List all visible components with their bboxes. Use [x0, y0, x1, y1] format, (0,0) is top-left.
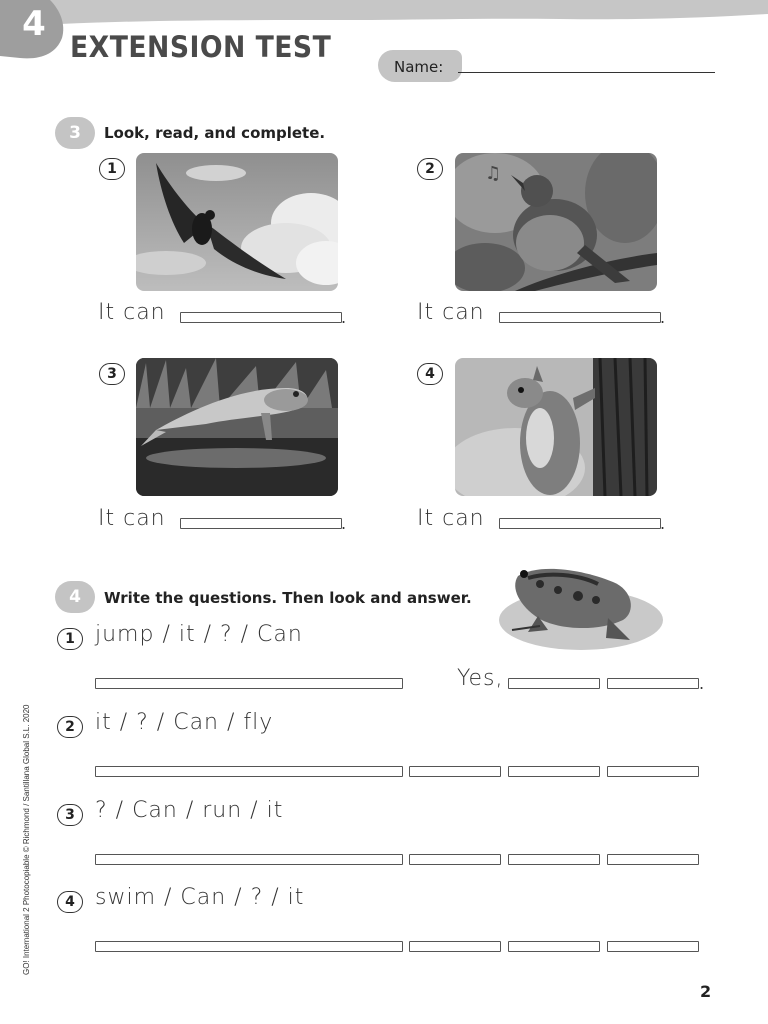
svg-text:♫: ♫	[485, 163, 502, 184]
item-number: 3	[99, 363, 125, 385]
word-scramble: swim / Can / ? / it	[95, 885, 305, 910]
full-stop: .	[660, 308, 666, 327]
sentence-prompt: It can	[417, 506, 485, 531]
full-stop: .	[660, 514, 666, 533]
answer-box[interactable]	[180, 312, 342, 323]
item-number: 3	[57, 804, 83, 826]
answer-box[interactable]	[508, 941, 600, 952]
full-stop: .	[341, 514, 347, 533]
name-field[interactable]	[458, 72, 715, 73]
copyright-credit: GO! International 2 Photocopiable © Richmond / Santillana Global S.L. 2020	[22, 704, 31, 975]
sentence-prompt: It can	[417, 300, 485, 325]
question-answer-box[interactable]	[95, 854, 403, 865]
frog-photo	[136, 358, 338, 496]
answer-box[interactable]	[409, 766, 501, 777]
answer-box[interactable]	[607, 854, 699, 865]
answer-box[interactable]	[607, 766, 699, 777]
section-3-instruction: Look, read, and complete.	[104, 124, 326, 142]
sentence-prompt: It can	[98, 506, 166, 531]
item-number: 4	[57, 891, 83, 913]
squirrel-photo	[455, 358, 657, 496]
header-band	[0, 0, 768, 30]
answer-box[interactable]	[409, 941, 501, 952]
item-number: 2	[57, 716, 83, 738]
word-scramble: it / ? / Can / fly	[95, 710, 274, 735]
answer-box[interactable]	[508, 766, 600, 777]
question-answer-box[interactable]	[95, 678, 403, 689]
name-label: Name:	[394, 58, 444, 76]
bird-photo	[455, 153, 657, 291]
item-number: 4	[417, 363, 443, 385]
bat-photo	[136, 153, 338, 291]
item-number: 2	[417, 158, 443, 180]
answer-box[interactable]	[607, 941, 699, 952]
section-4-badge: 4	[55, 581, 95, 613]
answer-start: Yes,	[457, 666, 504, 691]
full-stop: .	[699, 674, 705, 693]
word-scramble: jump / it / ? / Can	[95, 622, 303, 647]
full-stop: .	[341, 308, 347, 327]
word-scramble: ? / Can / run / it	[95, 798, 284, 823]
answer-box[interactable]	[508, 678, 600, 689]
answer-box[interactable]	[180, 518, 342, 529]
page-title: EXTENSION TEST	[70, 30, 332, 64]
answer-box[interactable]	[499, 312, 661, 323]
section-3-badge: 3	[55, 117, 95, 149]
question-answer-box[interactable]	[95, 766, 403, 777]
frog-illustration	[498, 560, 664, 652]
answer-box[interactable]	[607, 678, 699, 689]
item-number: 1	[57, 628, 83, 650]
answer-box[interactable]	[508, 854, 600, 865]
answer-box[interactable]	[409, 854, 501, 865]
unit-number: 4	[22, 4, 46, 44]
question-answer-box[interactable]	[95, 941, 403, 952]
item-number: 1	[99, 158, 125, 180]
page-number: 2	[700, 982, 712, 1001]
answer-box[interactable]	[499, 518, 661, 529]
sentence-prompt: It can	[98, 300, 166, 325]
section-4-instruction: Write the questions. Then look and answer.	[104, 589, 472, 607]
